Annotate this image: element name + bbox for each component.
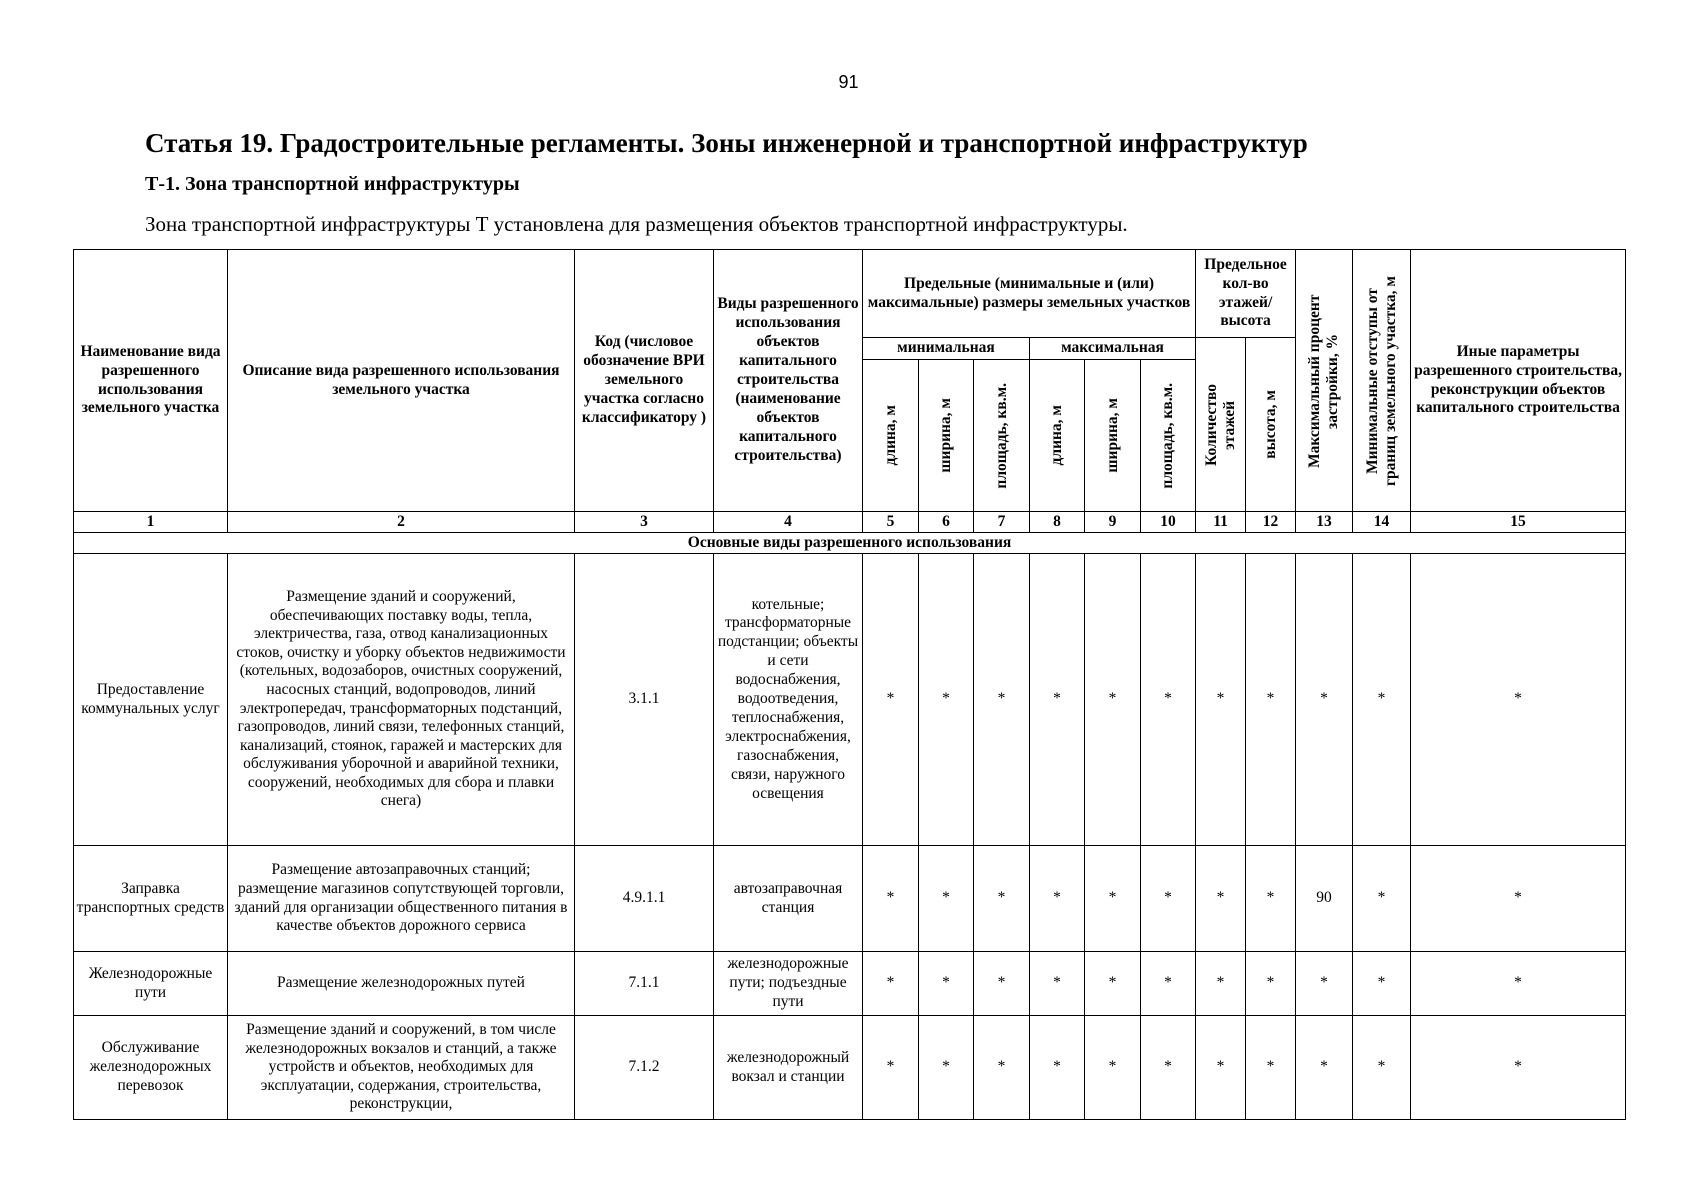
value-cell: * — [1030, 846, 1085, 952]
header-floors-height: Предельное кол-во этажей/ высота — [1196, 250, 1296, 338]
table-row — [74, 554, 1626, 846]
value-cell: * — [1246, 952, 1296, 1016]
value-cell: * — [1196, 554, 1246, 846]
value-cell: * — [1141, 846, 1196, 952]
value-cell: * — [919, 554, 974, 846]
header-plot-sizes: Предельные (минимальные и (или) максимальные) размеры земельных участков — [863, 250, 1196, 338]
value-cell: * — [1353, 846, 1411, 952]
header-use-name: Наименование вида разрешенного использования земельного участка — [74, 250, 228, 512]
value-cell: * — [863, 846, 919, 952]
column-number: 5 — [863, 512, 919, 533]
header-minimum: минимальная — [863, 338, 1030, 360]
value-cell: * — [1246, 554, 1296, 846]
header-max-coverage-text: Максимальный процент застройки, % — [1306, 293, 1342, 468]
use-name: Обслуживание железнодорожных перевозок — [74, 1016, 228, 1120]
use-code: 4.9.1.1 — [575, 846, 714, 952]
column-number: 1 — [74, 512, 228, 533]
article-title: Статья 19. Градостроительные регламенты. Зоны инженерной и транспортной инфраструктур — [145, 128, 1308, 158]
use-objects: автозаправочная станция — [714, 846, 863, 952]
column-number: 2 — [228, 512, 575, 533]
column-number: 15 — [1411, 512, 1626, 533]
value-cell: * — [1085, 952, 1141, 1016]
value-cell: * — [1196, 846, 1246, 952]
column-number: 7 — [974, 512, 1030, 533]
column-number: 11 — [1196, 512, 1246, 533]
value-cell: * — [1353, 554, 1411, 846]
use-objects: железнодорожные пути; подъездные пути — [714, 952, 863, 1016]
use-code: 7.1.2 — [575, 1016, 714, 1120]
use-name: Заправка транспортных средств — [74, 846, 228, 952]
header-code: Код (числовое обозначение ВРИ земельного участка согласно классификатору ) — [575, 250, 714, 512]
table-row — [74, 952, 1626, 1016]
value-cell: * — [863, 1016, 919, 1120]
value-cell: 90 — [1296, 846, 1353, 952]
section-title: Основные виды разрешенного использования — [74, 533, 1626, 554]
zone-title: Т-1. Зона транспортной инфраструктуры — [145, 173, 520, 195]
column-number: 10 — [1141, 512, 1196, 533]
header-min-area-text: площадь, кв.м. — [992, 382, 1010, 489]
column-number: 12 — [1246, 512, 1296, 533]
header-max-length — [1030, 360, 1085, 512]
value-cell: * — [1296, 1016, 1353, 1120]
value-cell: * — [1141, 1016, 1196, 1120]
value-cell: * — [1030, 952, 1085, 1016]
value-cell: * — [974, 554, 1030, 846]
use-description: Размещение зданий и сооружений, в том числе железнодорожных вокзалов и станций, а также устройств и объектов, необходимых для эксплуатации, содержания, строительства, реконструкции, — [228, 1016, 575, 1120]
value-cell: * — [1085, 554, 1141, 846]
value-cell: * — [919, 846, 974, 952]
section-row — [74, 533, 1626, 554]
value-cell: * — [1030, 1016, 1085, 1120]
value-cell: * — [1196, 1016, 1246, 1120]
use-description: Размещение зданий и сооружений, обеспечивающих поставку воды, тепла, электричества, газа, отвод канализационных стоков, очистку и уборку объектов недвижимости (котельных, водозаборов, очистных сооружений, насосных станций, водопроводов, линий электропередач, трансформаторных подстанций, газопроводов, линий связи, телефонных станций, канализаций, стоянок, гаражей и мастерских для обслуживания уборочной и аварийной техники, сооружений, необходимых для сбора и плавки снега) — [228, 554, 575, 846]
table-row — [74, 846, 1626, 952]
header-maximum: максимальная — [1030, 338, 1196, 360]
header-max-width — [1085, 360, 1141, 512]
value-cell: * — [863, 554, 919, 846]
value-cell: * — [1296, 952, 1353, 1016]
column-number: 13 — [1296, 512, 1353, 533]
zone-description: Зона транспортной инфраструктуры Т установлена для размещения объектов транспортной инфраструктуры. — [145, 212, 1128, 236]
value-cell: * — [1246, 1016, 1296, 1120]
value-cell: * — [1411, 1016, 1626, 1120]
value-cell: * — [1141, 952, 1196, 1016]
value-cell: * — [1246, 846, 1296, 952]
header-min-length — [863, 360, 919, 512]
use-objects: железнодорожный вокзал и станции — [714, 1016, 863, 1120]
header-other-params: Иные параметры разрешенного строительства, реконструкции объектов капитального строительства — [1411, 250, 1626, 512]
value-cell: * — [1196, 952, 1246, 1016]
header-max-length-text: длина, м — [1048, 405, 1066, 466]
use-objects: котельные; трансформаторные подстанции; объекты и сети водоснабжения, водоотведения, теплоснабжения, электроснабжения, газоснабжения, связи, наружного освещения — [714, 554, 863, 846]
header-height-text: высота, м — [1261, 390, 1279, 459]
use-name: Железнодорожные пути — [74, 952, 228, 1016]
header-floors-count-text: Количество этажей — [1202, 383, 1238, 466]
value-cell: * — [863, 952, 919, 1016]
value-cell: * — [1141, 554, 1196, 846]
value-cell: * — [1411, 952, 1626, 1016]
header-floors-count — [1196, 338, 1246, 512]
page-number: 91 — [838, 72, 859, 92]
header-objects: Виды разрешенного использования объектов капитального строительства (наименование объектов капитального строительства) — [714, 250, 863, 512]
header-height — [1246, 338, 1296, 512]
use-description: Размещение железнодорожных путей — [228, 952, 575, 1016]
header-max-area-text: площадь, кв.м. — [1159, 382, 1177, 489]
column-number: 3 — [575, 512, 714, 533]
column-number: 8 — [1030, 512, 1085, 533]
value-cell: * — [1085, 1016, 1141, 1120]
value-cell: * — [1353, 1016, 1411, 1120]
value-cell: * — [974, 846, 1030, 952]
value-cell: * — [1085, 846, 1141, 952]
header-min-setbacks-text: Минимальные отступы от границ земельного участка, м — [1363, 275, 1399, 486]
header-max-coverage — [1296, 250, 1353, 512]
column-number: 9 — [1085, 512, 1141, 533]
use-name: Предоставление коммунальных услуг — [74, 554, 228, 846]
header-min-width-text: ширина, м — [937, 398, 955, 473]
use-description: Размещение автозаправочных станций; размещение магазинов сопутствующей торговли, зданий для организации общественного питания в качестве объектов дорожного сервиса — [228, 846, 575, 952]
header-min-area — [974, 360, 1030, 512]
use-code: 3.1.1 — [575, 554, 714, 846]
value-cell: * — [974, 952, 1030, 1016]
column-number: 4 — [714, 512, 863, 533]
value-cell: * — [919, 1016, 974, 1120]
value-cell: * — [1353, 952, 1411, 1016]
regulations-table — [73, 249, 1626, 1120]
column-number-row — [74, 512, 1626, 533]
header-min-width — [919, 360, 974, 512]
header-min-length-text: длина, м — [881, 405, 899, 466]
value-cell: * — [974, 1016, 1030, 1120]
value-cell: * — [919, 952, 974, 1016]
value-cell: * — [1411, 846, 1626, 952]
header-min-setbacks — [1353, 250, 1411, 512]
column-number: 14 — [1353, 512, 1411, 533]
use-code: 7.1.1 — [575, 952, 714, 1016]
header-description: Описание вида разрешенного использования земельного участка — [228, 250, 575, 512]
value-cell: * — [1296, 554, 1353, 846]
header-max-area — [1141, 360, 1196, 512]
table-row — [74, 1016, 1626, 1120]
header-max-width-text: ширина, м — [1103, 398, 1121, 473]
value-cell: * — [1411, 554, 1626, 846]
column-number: 6 — [919, 512, 974, 533]
value-cell: * — [1030, 554, 1085, 846]
